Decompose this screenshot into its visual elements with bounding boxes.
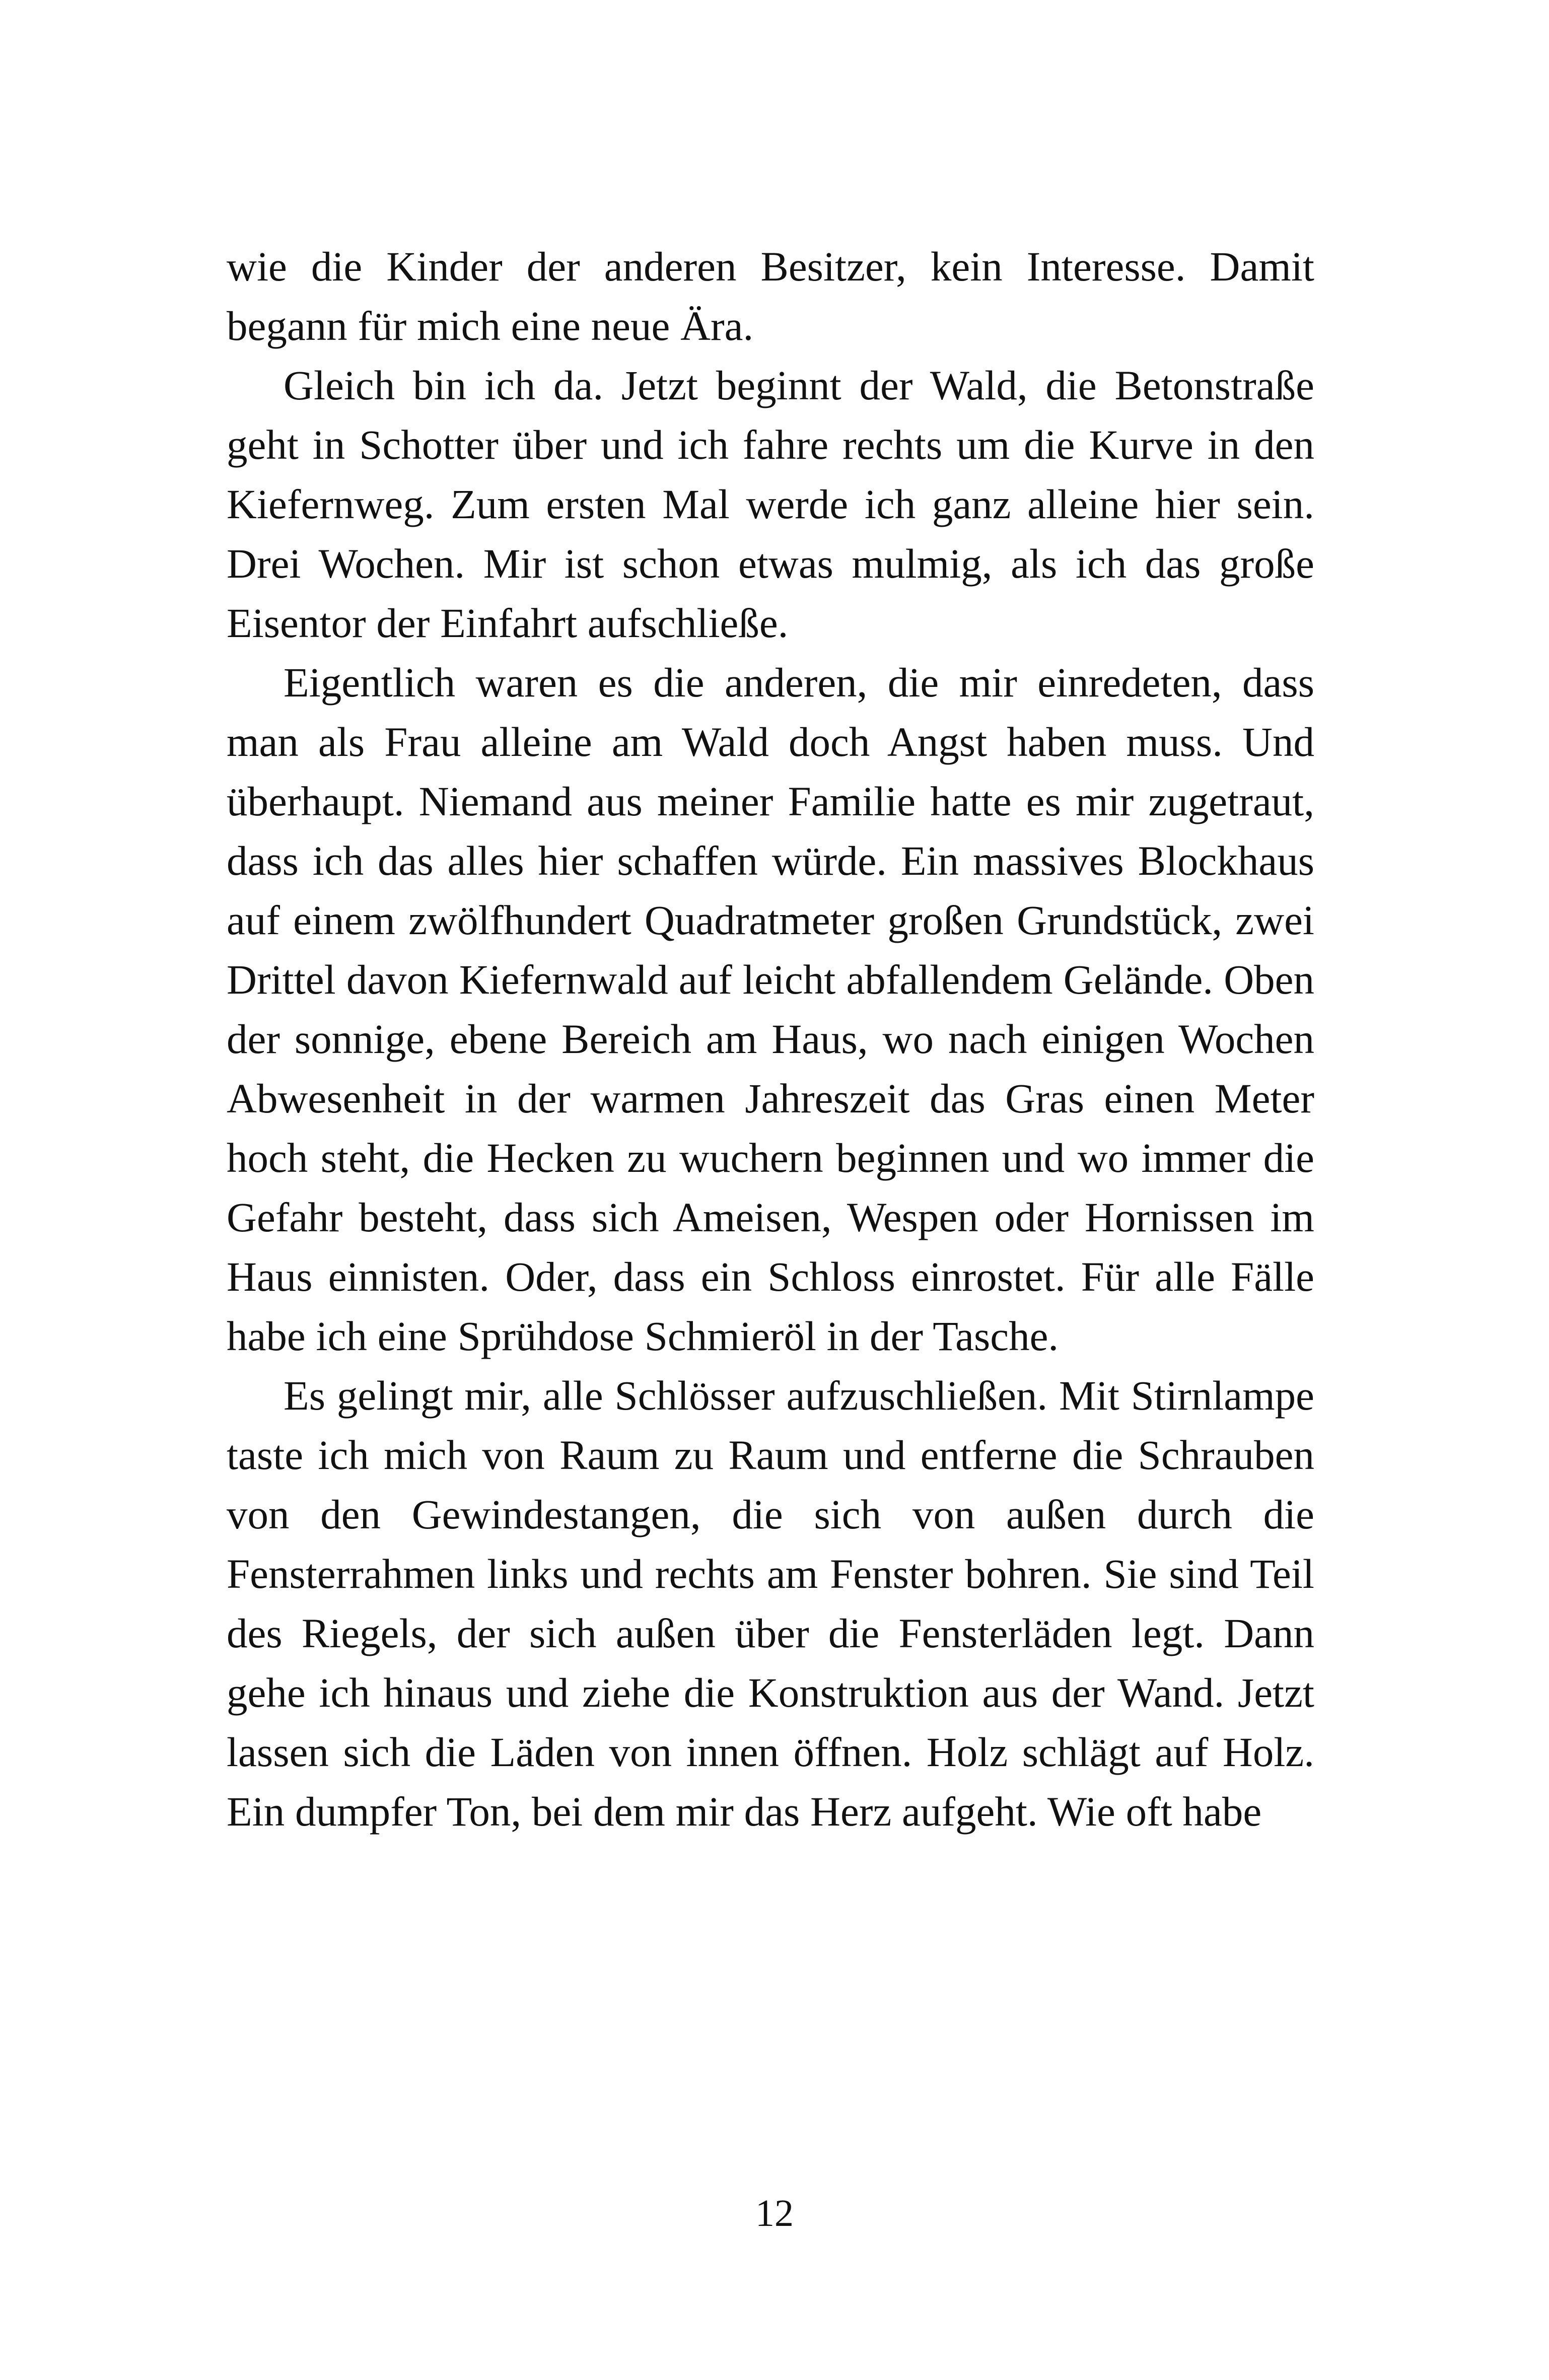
body-text bbox=[227, 237, 1314, 1841]
paragraph-1: wie die Kinder der anderen Besitzer, kein Interesse. Damit begann für mich eine neue Ära. bbox=[227, 243, 1314, 349]
paragraph-3: Eigentlich waren es die anderen, die mir einredeten, dass man als Frau alleine am Wald doch Angst haben muss. Und überhaupt. Niemand aus meiner Familie hatte es mir zugetraut, dass ich das alles hier schaffen würde. Ein massives Blockhaus auf einem zwölfhundert Quadratmeter großen Grundstück, zwei Drittel davon Kiefernwald auf leicht abfallendem Gelände. Oben der sonnige, ebene Bereich am Haus, wo nach einigen Wochen Abwesenheit in der warmen Jahreszeit das Gras einen Meter hoch steht, die Hecken zu wuchern beginnen und wo immer die Gefahr besteht, dass sich Ameisen, Wespen oder Hornissen im Haus einnisten. Oder, dass ein Schloss einrostet. Für alle Fälle habe ich eine Sprühdose Schmieröl in der Tasche. bbox=[227, 659, 1314, 1359]
page-number: 12 bbox=[755, 2192, 794, 2234]
paragraph-4: Es gelingt mir, alle Schlösser aufzuschließen. Mit Stirnlampe taste ich mich von Raum zu Raum und entferne die Schrauben von den Gewindestangen, die sich von außen durch die Fensterrahmen links und rechts am Fenster bohren. Sie sind Teil des Riegels, der sich außen über die Fensterläden legt. Dann gehe ich hinaus und ziehe die Konstruktion aus der Wand. Jetzt lassen sich die Läden von innen öffnen. Holz schlägt auf Holz. Ein dumpfer Ton, bei dem mir das Herz aufgeht. Wie oft habe bbox=[227, 1372, 1314, 1835]
paragraph-2: Gleich bin ich da. Jetzt beginnt der Wald, die Betonstraße geht in Schotter über und ich fahre rechts um die Kurve in den Kiefernweg. Zum ersten Mal werde ich ganz alleine hier sein. Drei Wochen. Mir ist schon etwas mulmig, als ich das große Eisentor der Einfahrt aufschließe. bbox=[227, 362, 1314, 646]
